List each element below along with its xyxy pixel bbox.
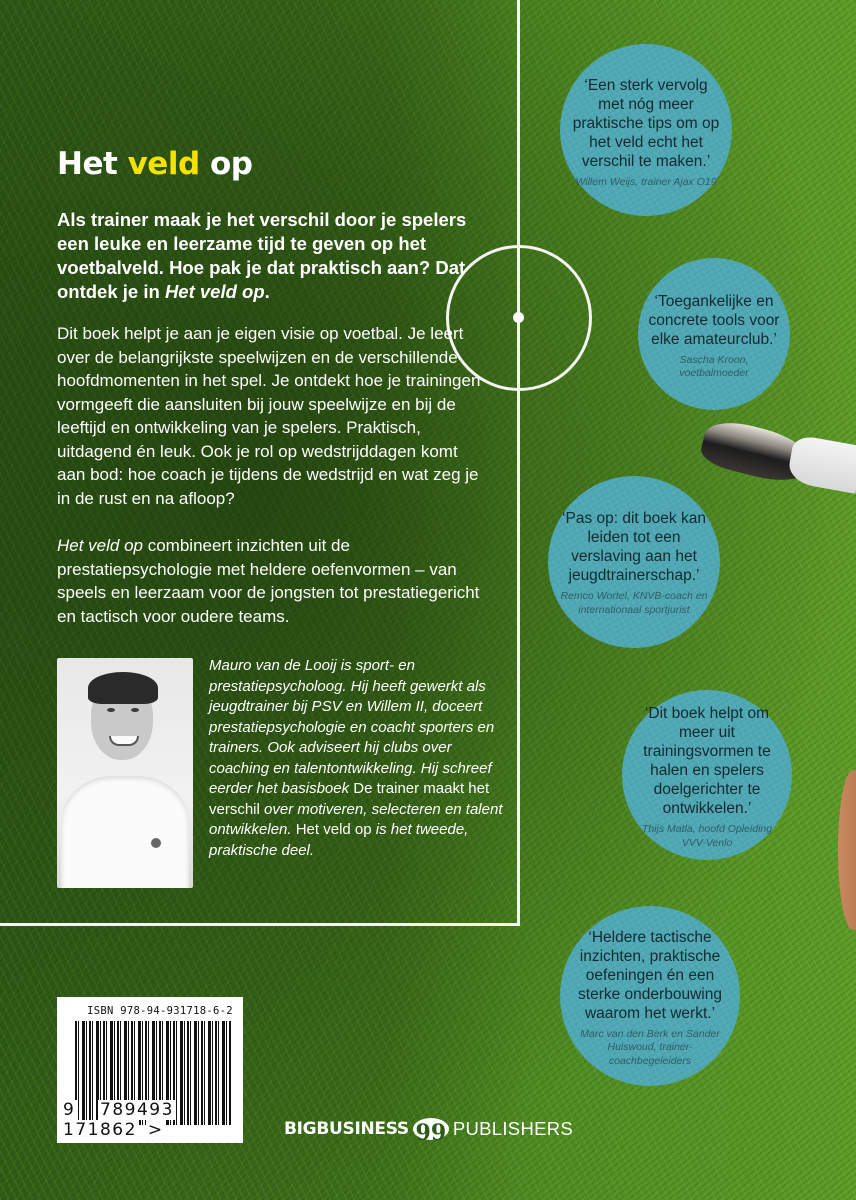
publisher-logo: [284, 1118, 574, 1146]
bio-part1: Mauro van de Looij is sport- en prestatiepsycholoog. Hij heeft gewerkt als jeugdtrainer bij PSV en Willem II, doceert prestatiepsychologie en coacht sporters en trainers. Ook adviseert hij clubs over coaching en talentontwikkeling. Hij schreef eerder het basisboek: [209, 657, 495, 797]
barcode-digits-group2: 171862: [63, 1120, 137, 1140]
lead-book-title: Het veld op: [164, 281, 265, 302]
publisher-name-light: PUBLISHERS: [452, 1118, 574, 1139]
quote-source: Willem Weijs, trainer Ajax O19: [575, 176, 717, 189]
publisher-name-bold: BIGBUSINESS: [284, 1119, 409, 1139]
shirt-badge-icon: [151, 838, 161, 848]
isbn-barcode: [57, 997, 243, 1143]
barcode-digits: [57, 1100, 243, 1140]
bio-part2: over motiveren, selecteren en talent ontwikkelen.: [209, 800, 503, 838]
quote-text: ‘Pas op: dit boek kan leiden tot een verslaving aan het jeugdtrainerschap.’: [562, 510, 706, 584]
barcode-arrow: >: [147, 1120, 164, 1140]
field-line-horizontal: [0, 923, 520, 926]
photo-shirt: [61, 776, 189, 888]
lead-end: .: [264, 281, 270, 302]
bio-book1: De trainer maakt het verschil: [209, 780, 490, 818]
quote-source: Remco Wortel, KNVB-coach en internationaal sportjurist: [560, 590, 708, 616]
quote-source: Sascha Kroon, voetbalmoeder: [679, 353, 749, 379]
barcode-digits-group1: 789493: [100, 1100, 174, 1120]
summary-text: combineert inzichten uit de prestatiepsychologie met heldere oefenvormen – van speels en leerzaam voor de jongsten tot prestatiegericht en tactisch voor oudere teams.: [57, 536, 480, 626]
player-sock: [786, 434, 856, 493]
quote-bubble: [548, 476, 720, 648]
quote-source: Thijs Matla, hoofd Opleiding VVV-Venlo: [641, 823, 773, 849]
player-leg: [838, 770, 856, 930]
title-part2: op: [209, 146, 253, 182]
quote-text: ‘Dit boek helpt om meer uit trainingsvormen te halen en spelers doelgerichter te ontwikkelen.’: [643, 705, 771, 817]
quote-text: ‘Een sterk vervolg met nóg meer praktische tips om op het veld echt het verschil te maken.’: [572, 77, 720, 171]
photo-eye-left: [107, 708, 115, 712]
book-title: [57, 146, 252, 182]
isbn-label: ISBN 978-94-931718-6-2: [87, 1005, 233, 1017]
field-line-vertical: [517, 0, 520, 926]
title-part1: Het: [57, 146, 118, 182]
photo-eye-right: [131, 708, 139, 712]
quote-bubble: [560, 44, 732, 216]
quote-bubble: [638, 258, 790, 410]
publisher-quote-icon: 99: [413, 1118, 449, 1140]
summary-book-title: Het veld op: [57, 536, 143, 555]
author-photo: [57, 658, 193, 888]
photo-hair: [88, 672, 158, 704]
description-paragraph: Dit boek helpt je aan je eigen visie op voetbal. Je leert over de belangrijkste speelwijzen en de verschillende hoofdmomenten in het spel. Je ontdekt hoe je trainingen vormgeeft die aansluiten bij jouw speelwijze en bij de leeftijd en ontwikkeling van je spelers. Praktisch, uitdagend én leuk. Ook je rol op wedstrijddagen komt aan bod: hoe coach je tijdens de wedstrijd en wat zeg je in de rust en na afloop?: [57, 324, 481, 508]
quote-bubble: [560, 906, 740, 1086]
quote-text: ‘Toegankelijke en concrete tools voor elke amateurclub.’: [648, 292, 780, 348]
quote-text: ‘Heldere tactische inzichten, praktische oefeningen én een sterke onderbouwing waarom het werkt.’: [578, 928, 722, 1022]
summary-paragraph: [57, 534, 485, 628]
lead-text: Als trainer maak je het verschil door je spelers een leuke en leerzame tijd te geven op het voetbalveld. Hoe pak je dat praktisch aan? Dat ontdek je in: [57, 209, 467, 302]
center-spot: [513, 312, 524, 323]
title-accent: veld: [127, 146, 200, 182]
bio-part3: is het tweede, praktische deel.: [209, 821, 469, 859]
lead-paragraph: [57, 208, 477, 304]
quote-source: Marc van den Berk en Sander Huiswoud, trainer-coachbegeleiders: [580, 1027, 720, 1067]
bio-book2: Het veld op: [295, 821, 372, 838]
quote-bubble: [622, 690, 792, 860]
barcode-digit-first: 9: [63, 1100, 76, 1120]
author-bio: [209, 656, 509, 861]
